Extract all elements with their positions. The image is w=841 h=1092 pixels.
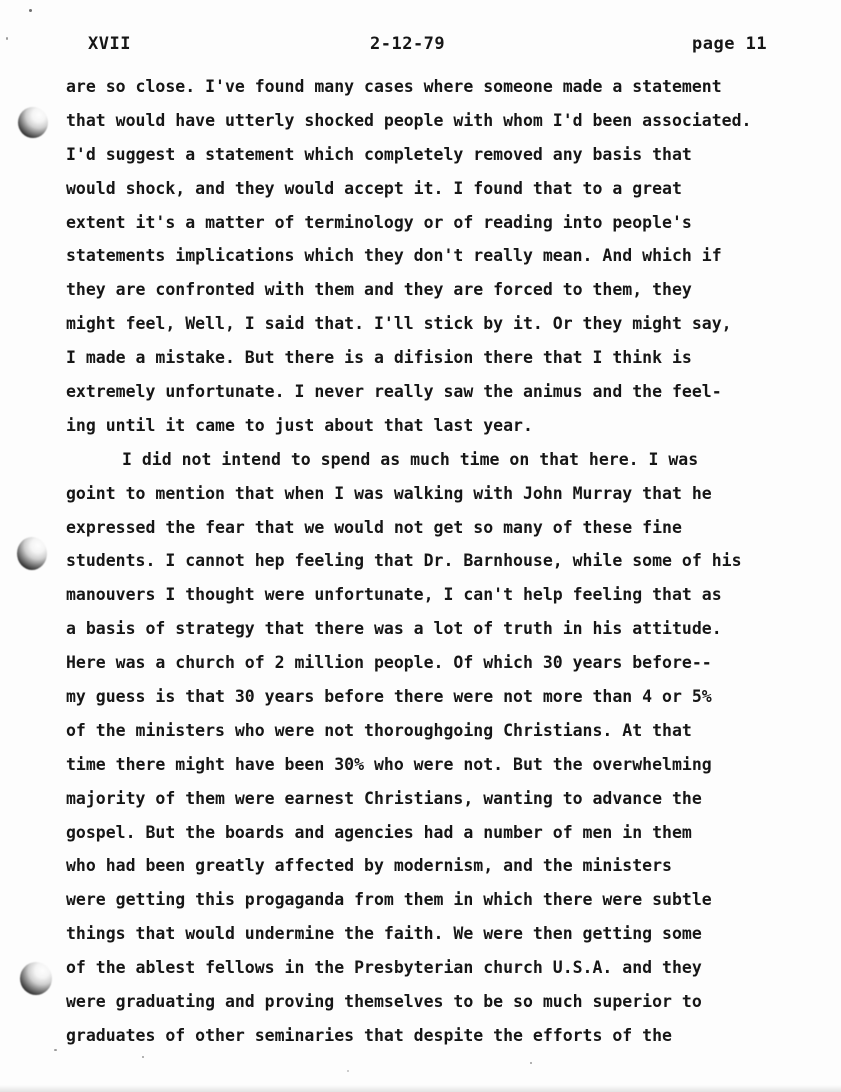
text-line: I'd suggest a statement which completely removed any basis that: [66, 144, 692, 164]
text-line: majority of them were earnest Christians, wanting to advance the: [66, 788, 702, 808]
text-line: graduates of other seminaries that despite the efforts of the: [66, 1025, 672, 1045]
text-line: of the ablest fellows in the Presbyterian church U.S.A. and they: [66, 958, 702, 978]
header-section-number: XVII: [88, 34, 131, 54]
text-line-paragraph-start: I did not intend to spend as much time on that here. I was: [122, 449, 699, 469]
text-line: statements implications which they don't really mean. And which if: [66, 246, 722, 266]
header-page-number: page 11: [692, 34, 768, 54]
text-line: might feel, Well, I said that. I'll stick by it. Or they might say,: [66, 314, 732, 334]
text-line: of the ministers who were not thoroughgoing Christians. At that: [66, 720, 692, 740]
text-line: are so close. I've found many cases where someone made a statement: [66, 77, 722, 96]
text-line: extremely unfortunate. I never really saw the animus and the feel-: [66, 382, 722, 402]
scan-speck: [142, 1056, 144, 1058]
text-line: gospel. But the boards and agencies had a number of men in them: [66, 822, 692, 842]
binder-hole-mark: [17, 537, 47, 570]
typewritten-body: [66, 70, 786, 1053]
scan-speck: [54, 1049, 57, 1051]
text-line: time there might have been 30% who were not. But the overwhelming: [66, 754, 712, 774]
text-line: were graduating and proving themselves to be so much superior to: [66, 992, 702, 1012]
text-line: things that would undermine the faith. We were then getting some: [66, 924, 702, 944]
text-line: would shock, and they would accept it. I found that to a great: [66, 178, 682, 198]
text-line: they are confronted with them and they are forced to them, they: [66, 280, 692, 300]
text-line: extent it's a matter of terminology or of reading into people's: [66, 212, 692, 232]
text-line: that would have utterly shocked people with whom I'd been associated.: [66, 110, 752, 130]
text-line: who had been greatly affected by modernism, and the ministers: [66, 856, 672, 876]
scan-speck: [29, 9, 32, 12]
page-header: [0, 34, 841, 56]
text-line: manouvers I thought were unfortunate, I can't help feeling that as: [66, 585, 722, 605]
text-line: I made a mistake. But there is a difision there that I think is: [66, 348, 692, 368]
binder-hole-mark: [20, 962, 52, 995]
text-line: my guess is that 30 years before there were not more than 4 or 5%: [66, 687, 712, 707]
text-line: expressed the fear that we would not get so many of these fine: [66, 517, 682, 537]
text-line: Here was a church of 2 million people. Of which 30 years before--: [66, 653, 712, 673]
text-line: were getting this progaganda from them in which there were subtle: [66, 890, 712, 910]
header-date: 2-12-79: [370, 34, 446, 54]
text-line: a basis of strategy that there was a lot of truth in his attitude.: [66, 619, 722, 639]
scan-speck: [347, 1070, 349, 1072]
scan-speck: [6, 37, 8, 40]
text-line: goint to mention that when I was walking with John Murray that he: [66, 483, 712, 503]
text-line: ing until it came to just about that last year.: [66, 415, 533, 435]
binder-hole-mark: [18, 107, 48, 138]
scan-speck: [530, 1062, 532, 1064]
text-line: students. I cannot hep feeling that Dr. Barnhouse, while some of his: [66, 551, 742, 571]
